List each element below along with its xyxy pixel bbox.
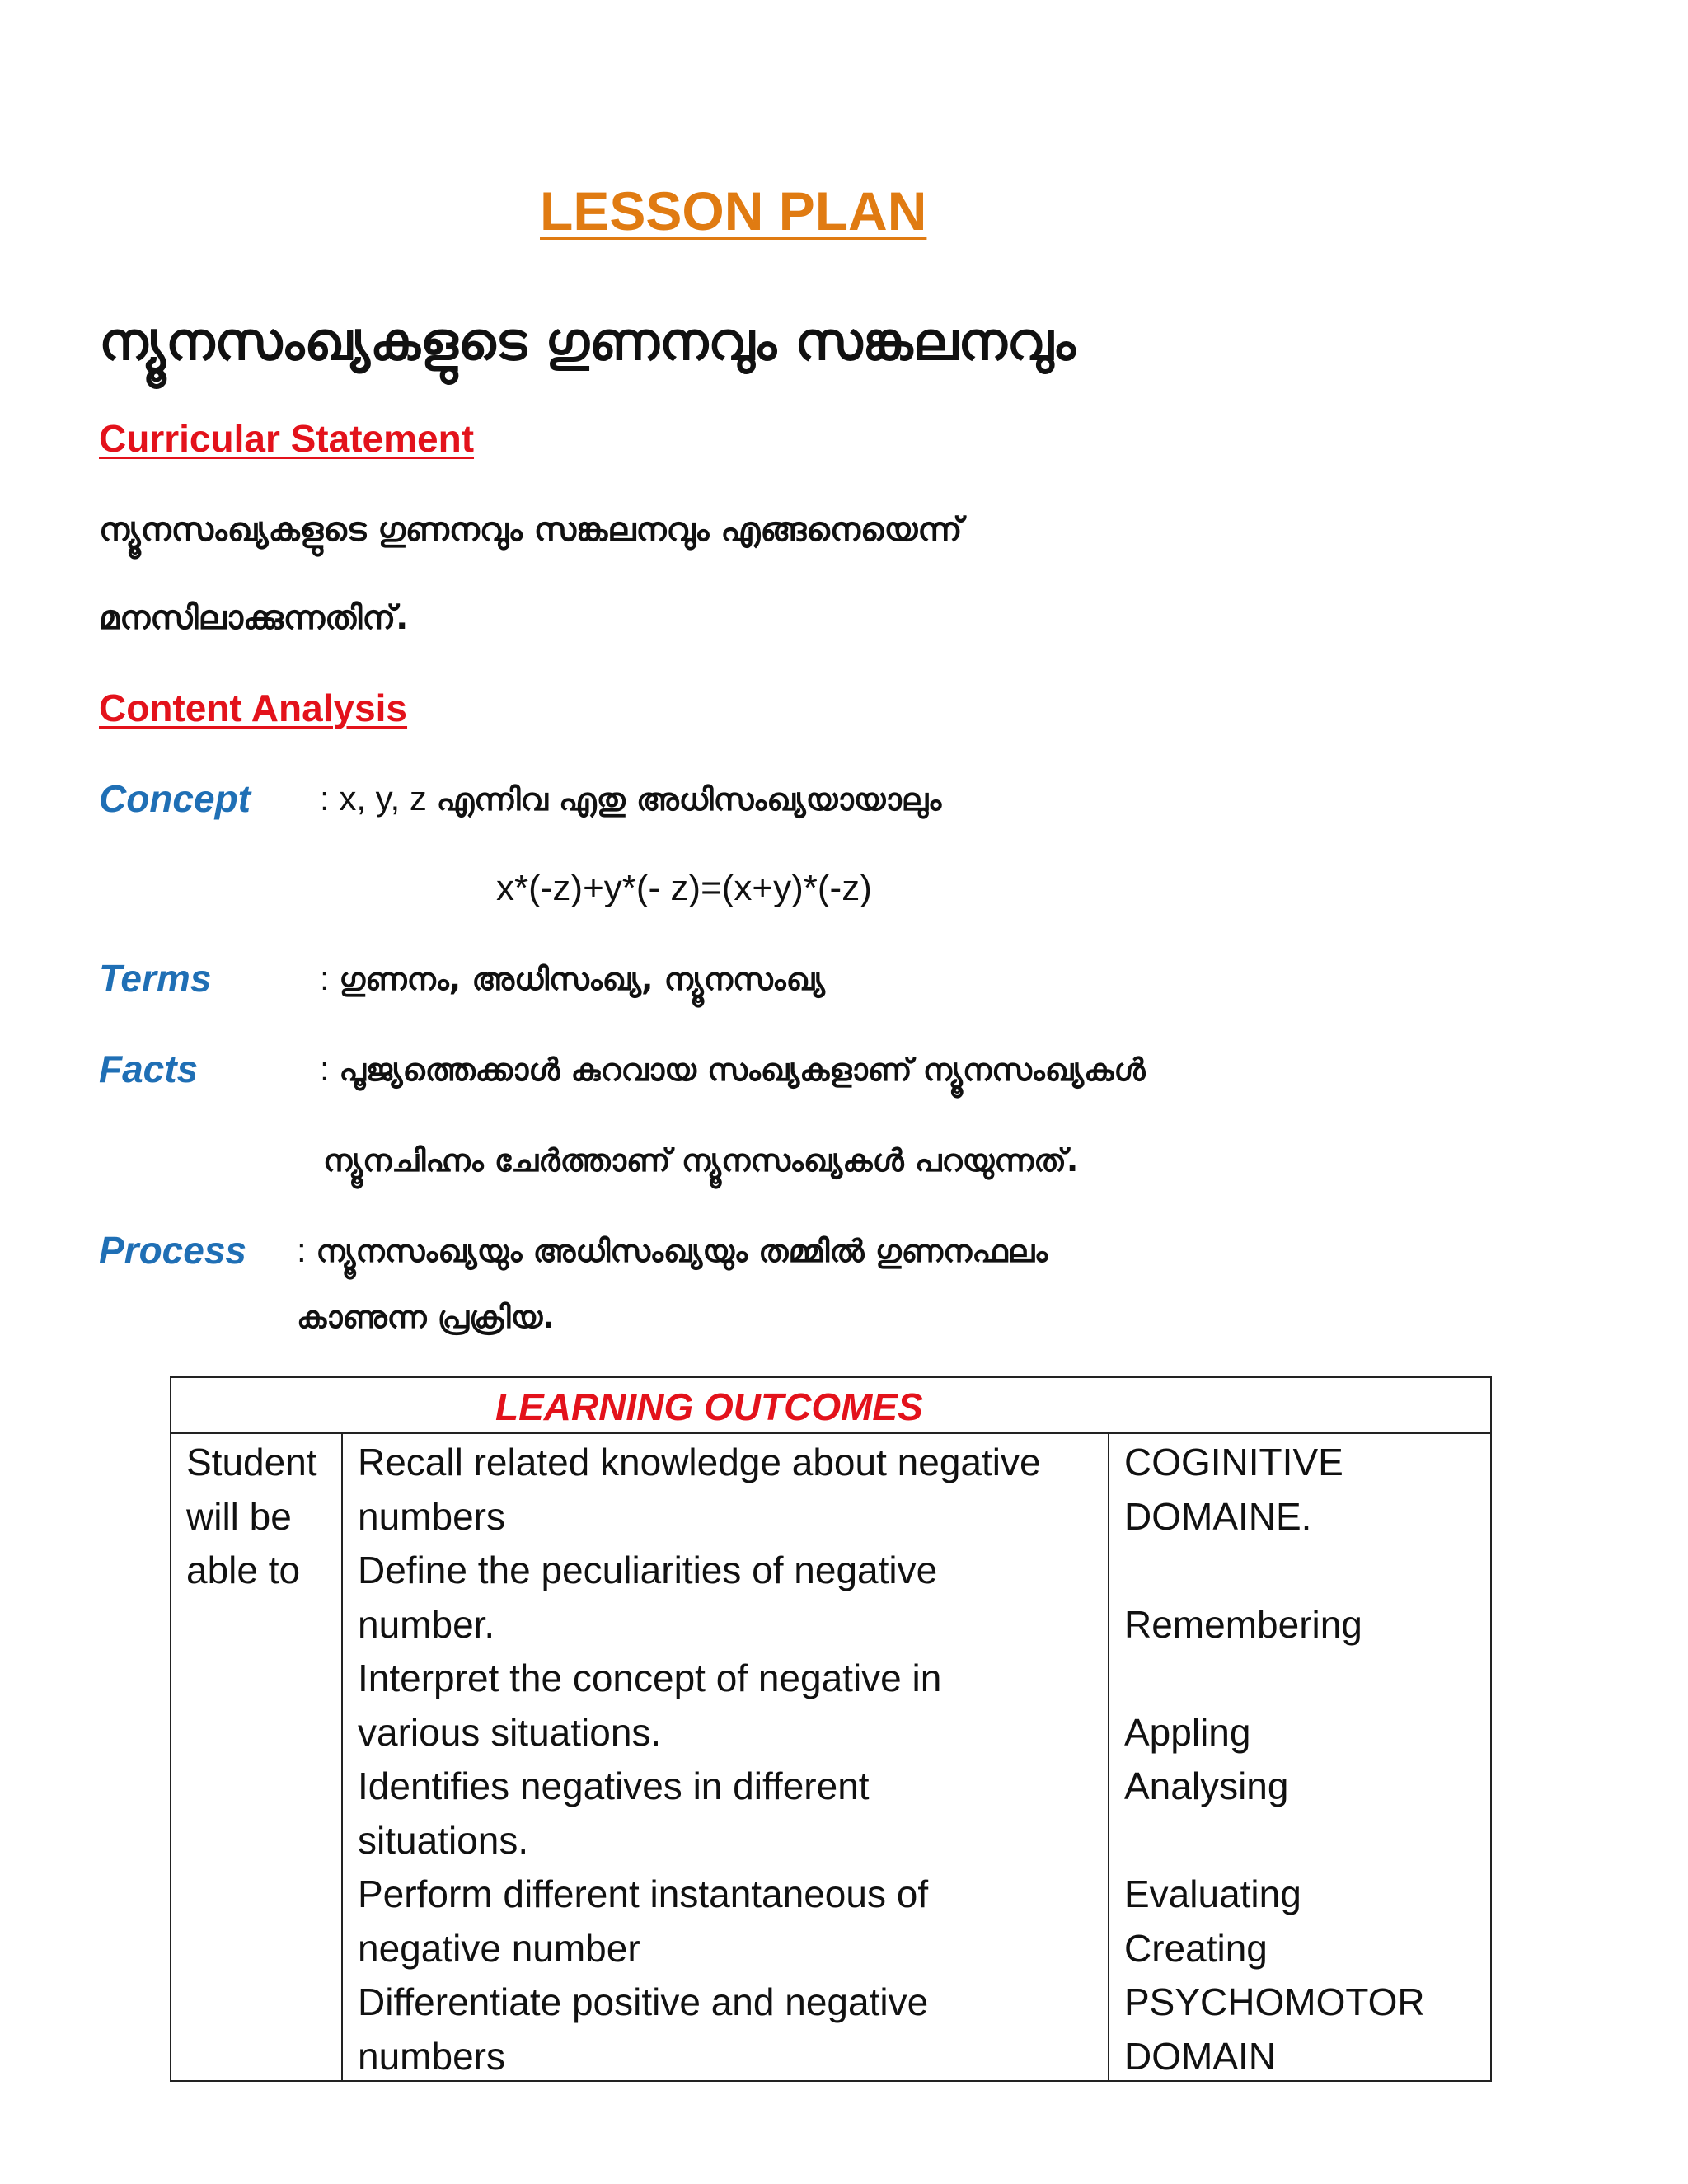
process-malayalam-1: ന്യൂനസംഖ്യയും അധിസംഖ്യയും തമ്മിൽ ഗുണനഫലം (316, 1233, 1048, 1269)
concept-malayalam: എന്നിവ എതു അധിസംഖ്യയായാലും (436, 781, 942, 818)
facts-text-line-2 (323, 1140, 1078, 1179)
outcomes-domain-column (1109, 1434, 1490, 2080)
terms-label: Terms (99, 957, 212, 1000)
facts-prefix: : (320, 1049, 340, 1088)
process-malayalam-2: കാണുന്ന പ്രക്രിയ. (297, 1299, 555, 1335)
objective-line: numbers (358, 2034, 505, 2078)
domain-line (1124, 1652, 1490, 1706)
domain-line: COGINITIVE (1124, 1441, 1343, 1483)
process-prefix: : (297, 1230, 316, 1269)
terms-text (320, 958, 825, 998)
process-label: Process (99, 1229, 247, 1272)
facts-malayalam-2: ന്യൂനചിഹ്നം ചേർത്താണ് ന്യൂനസംഖ്യകൾ പറയുന്നത്. (323, 1142, 1079, 1179)
concept-text (320, 779, 941, 818)
objective-line: Identifies negatives in different (358, 1765, 870, 1807)
learning-outcomes-header: LEARNING OUTCOMES (495, 1385, 923, 1428)
domain-line: Analysing (1124, 1765, 1289, 1807)
learning-outcomes-header-row (171, 1378, 1490, 1434)
objective-line: number. (358, 1602, 495, 1646)
concept-formula: x*(-z)+y*(- z)=(x+y)*(-z) (496, 868, 872, 908)
content-analysis-heading: Content Analysis (99, 687, 408, 729)
domain-line: Remembering (1124, 1602, 1362, 1646)
page-title: LESSON PLAN (540, 180, 927, 241)
facts-label: Facts (99, 1047, 199, 1090)
objective-line: Recall related knowledge about negative (358, 1441, 1041, 1483)
subject-line: Student (186, 1441, 317, 1483)
subject-line: able to (186, 1549, 301, 1591)
objective-line: Differentiate positive and negative (358, 1980, 929, 2023)
objective-line: negative number (358, 1926, 640, 1970)
domain-line: PSYCHOMOTOR (1124, 1980, 1425, 2023)
objective-line: situations. (358, 1818, 529, 1862)
domain-line: Evaluating (1124, 1872, 1301, 1915)
learning-outcomes-table (170, 1376, 1492, 2082)
curricular-statement-heading: Curricular Statement (99, 417, 475, 460)
process-text-line-2 (297, 1296, 555, 1336)
outcomes-subject-column (171, 1434, 343, 2080)
curricular-statement-line-2: മനസിലാക്കുന്നതിന്. (99, 599, 409, 637)
terms-malayalam: ഗുണനം, അധിസംഖ്യ, ന്യൂനസംഖ്യ (339, 961, 825, 997)
topic-heading: ന്യൂനസംഖ്യകളുടെ ഗുണനവും സങ്കലനവും (99, 312, 1076, 373)
objective-line: Perform different instantaneous of (358, 1872, 929, 1915)
objective-line: Interpret the concept of negative in (358, 1657, 942, 1699)
domain-line (1124, 1544, 1490, 1598)
domain-line: DOMAINE. (1124, 1494, 1312, 1538)
domain-line: Appling (1124, 1710, 1251, 1754)
objective-line: numbers (358, 1494, 505, 1538)
domain-line: DOMAIN (1124, 2034, 1276, 2078)
outcomes-objectives-column (343, 1434, 1109, 2080)
facts-text-line-1 (320, 1049, 1145, 1089)
terms-prefix: : (320, 958, 340, 997)
subject-line: will be (186, 1494, 292, 1538)
domain-line (1124, 1814, 1490, 1868)
domain-line: Creating (1124, 1926, 1268, 1970)
concept-label: Concept (99, 777, 251, 820)
concept-prefix: : x, y, z (320, 779, 437, 818)
facts-malayalam-1: പൂജ്യത്തെക്കാൾ കുറവായ സംഖ്യകളാണ് ന്യൂനസംഖ്യകൾ (339, 1052, 1146, 1088)
curricular-statement-line-1: ന്യൂനസംഖ്യകളുടെ ഗുണനവും സങ്കലനവും എങ്ങനെയെന്ന് (99, 511, 963, 549)
process-text-line-1 (297, 1230, 1048, 1270)
objective-line: various situations. (358, 1710, 662, 1754)
objective-line: Define the peculiarities of negative (358, 1549, 938, 1591)
